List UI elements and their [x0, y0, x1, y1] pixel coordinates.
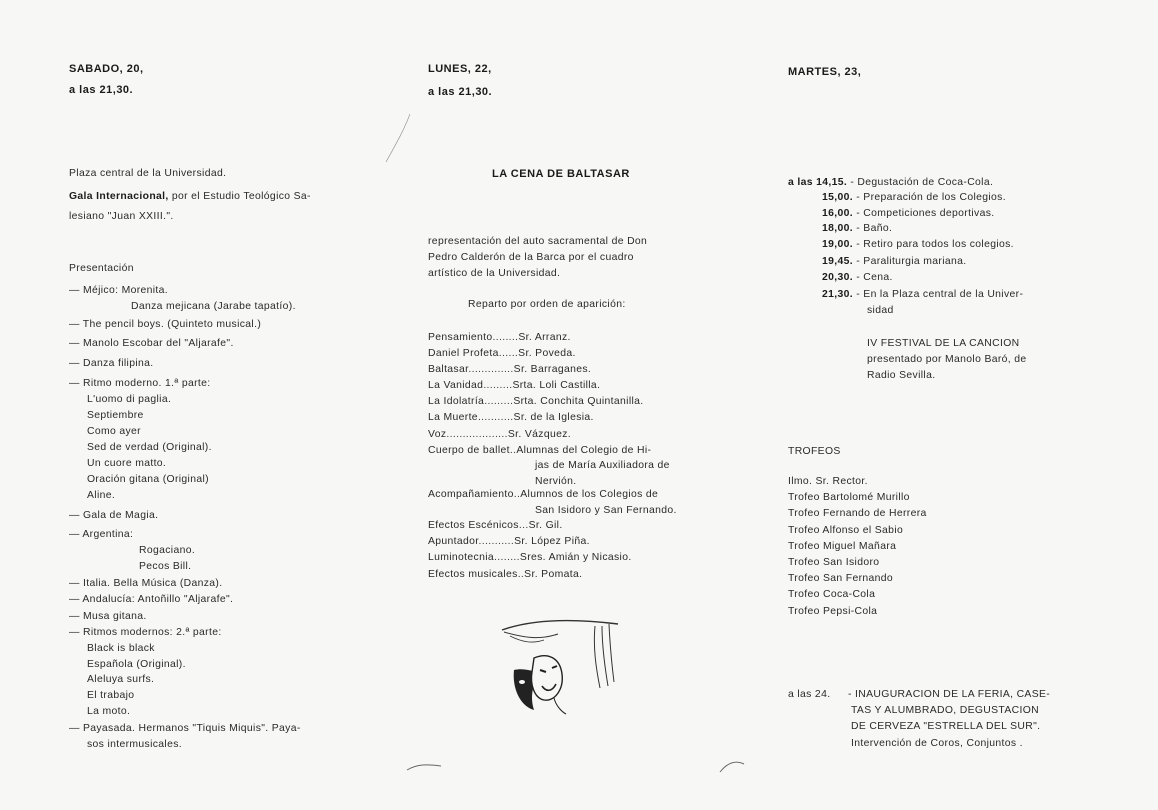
- schedule-text: - En la Plaza central de la Univer-: [853, 289, 1024, 300]
- cast-row: [428, 331, 571, 345]
- cast-dots: .........: [484, 396, 514, 407]
- play-description-line: artístico de la Universidad.: [428, 268, 561, 279]
- cast-role: Luminotecnia: [428, 552, 495, 563]
- program-item: El trabajo: [87, 690, 135, 701]
- program-item: — Italia. Bella Música (Danza).: [69, 578, 223, 589]
- cast-row: [428, 347, 576, 361]
- schedule-row: [822, 271, 893, 285]
- festival-line: IV FESTIVAL DE LA CANCION: [867, 338, 1020, 349]
- cast-dots: ..: [513, 489, 521, 500]
- schedule-text: sidad: [867, 305, 894, 316]
- cast-dots: ..: [509, 445, 517, 456]
- program-item: Septiembre: [87, 410, 144, 421]
- cast-role: Baltasar: [428, 364, 469, 375]
- cast-actor: San Isidoro y San Fernando.: [535, 505, 677, 516]
- cast-dots: ..............: [468, 364, 514, 375]
- schedule-time: a las 14,15.: [788, 177, 848, 188]
- program-item: Danza mejicana (Jarabe tapatío).: [131, 301, 296, 312]
- program-item: — Ritmo moderno. 1.ª parte:: [69, 378, 211, 389]
- trophy-item: Trofeo Fernando de Herrera: [788, 508, 927, 520]
- gala-title: Gala Internacional,: [69, 191, 169, 202]
- schedule-text: - Baño.: [853, 223, 893, 234]
- cast-dots: ..: [517, 569, 525, 580]
- cast-row: [428, 488, 658, 502]
- cast-dots: ........: [492, 332, 519, 343]
- smudge-mark: [405, 758, 445, 776]
- gala-line-2: lesiano "Juan XXIII.".: [69, 211, 174, 222]
- cast-actor: Nervión.: [535, 476, 577, 487]
- cast-row: [535, 504, 677, 518]
- schedule-row: [822, 255, 967, 269]
- trophies-heading: TROFEOS: [788, 446, 841, 457]
- program-item: Oración gitana (Original): [87, 474, 209, 485]
- final-line: DE CERVEZA "ESTRELLA DEL SUR".: [851, 721, 1041, 732]
- schedule-time: 16,00.: [822, 208, 853, 219]
- schedule-row: [822, 238, 1014, 252]
- program-item: — Ritmos modernos: 2.ª parte:: [69, 627, 222, 638]
- monday-time: a las 21,30.: [428, 86, 493, 98]
- program-item: — The pencil boys. (Quinteto musical.): [69, 319, 262, 330]
- cast-heading: Reparto por orden de aparición:: [468, 299, 626, 310]
- program-item: — Gala de Magia.: [69, 510, 159, 521]
- saturday-date: SABADO, 20,: [69, 63, 144, 75]
- cast-role: Cuerpo de ballet: [428, 445, 510, 456]
- smudge-mark: [380, 110, 420, 170]
- cast-actor: Sr. López Piña.: [514, 536, 590, 547]
- final-line: Intervención de Coros, Conjuntos .: [851, 738, 1023, 749]
- cast-row: [428, 379, 600, 393]
- monday-date: LUNES, 22,: [428, 63, 492, 75]
- tuesday-date: MARTES, 23,: [788, 66, 862, 78]
- program-item: Aline.: [87, 490, 116, 501]
- schedule-time: 20,30.: [822, 272, 853, 283]
- cast-row: [428, 411, 594, 425]
- cast-actor: Sr. Vázquez.: [507, 429, 572, 440]
- cast-role: Daniel Profeta: [428, 348, 499, 359]
- schedule-time: 21,30.: [822, 289, 853, 300]
- cast-dots: ........: [494, 552, 520, 563]
- program-item: Sed de verdad (Original).: [87, 442, 212, 453]
- schedule-text: - Paraliturgia mariana.: [853, 256, 967, 267]
- program-item: Rogaciano.: [139, 545, 196, 556]
- cast-row: [428, 568, 582, 582]
- cast-dots: .........: [483, 380, 513, 391]
- schedule-time: 19,45.: [822, 256, 853, 267]
- cast-role: Acompañamiento: [428, 489, 514, 500]
- trophy-item: Trofeo Miguel Mañara: [788, 540, 897, 552]
- schedule-time: 15,00.: [822, 192, 853, 203]
- cast-actor: Sr. Poveda.: [518, 348, 576, 359]
- trophy-item: Trofeo Alfonso el Sabio: [788, 524, 904, 536]
- program-item: Black is black: [87, 643, 155, 654]
- program-item: — Argentina:: [69, 529, 134, 540]
- cast-row: [428, 363, 591, 377]
- trophy-item: Trofeo Pepsi-Cola: [788, 605, 878, 617]
- cast-actor: Sr. Arranz.: [518, 332, 571, 343]
- cast-row: [428, 535, 590, 549]
- program-item: sos intermusicales.: [87, 739, 183, 750]
- program-item: Aleluya surfs.: [87, 674, 155, 685]
- schedule-time: 19,00.: [822, 239, 853, 250]
- program-item: — Musa gitana.: [69, 611, 147, 622]
- cast-actor: Srta. Loli Castilla.: [512, 380, 601, 391]
- cast-role: La Idolatría: [428, 396, 485, 407]
- program-item: — Méjico: Morenita.: [69, 285, 169, 296]
- schedule-text: - Competiciones deportivas.: [853, 208, 995, 219]
- cast-row: [535, 475, 577, 489]
- cast-actor: Sr. Barraganes.: [513, 364, 592, 375]
- gala-line: [69, 190, 311, 204]
- cast-row: [428, 428, 571, 442]
- program-item: Un cuore matto.: [87, 458, 167, 469]
- program-item: L'uomo di paglia.: [87, 394, 172, 405]
- cast-row: [428, 444, 651, 458]
- program-item: — Danza filipina.: [69, 358, 154, 369]
- smudge-mark: [718, 756, 748, 776]
- trophy-item: Ilmo. Sr. Rector.: [788, 476, 868, 487]
- cast-actor: Sr. de la Iglesia.: [513, 412, 594, 423]
- presentation-heading: Presentación: [69, 263, 134, 274]
- cast-role: Pensamiento: [428, 332, 493, 343]
- trophy-item: Trofeo Bartolomé Murillo: [788, 492, 910, 504]
- schedule-text: - Degustación de Coca-Cola.: [847, 177, 994, 188]
- final-line: TAS Y ALUMBRADO, DEGUSTACION: [851, 705, 1040, 716]
- cast-row: [428, 519, 563, 533]
- schedule-text: - Cena.: [853, 272, 893, 283]
- cast-row: [535, 459, 670, 473]
- festival-line: Radio Sevilla.: [867, 370, 936, 381]
- cast-dots: ...: [518, 520, 529, 531]
- cast-dots: ...........: [477, 412, 514, 423]
- trophy-item: Trofeo San Isidoro: [788, 557, 880, 568]
- cast-dots: ...........: [478, 536, 515, 547]
- schedule-row: [867, 304, 894, 318]
- cast-actor: Sr. Pomata.: [524, 569, 583, 580]
- cast-actor: Sres. Amián y Nicasio.: [519, 552, 632, 563]
- saturday-time: a las 21,30.: [69, 84, 134, 96]
- cast-actor: Alumnos de los Colegios de: [520, 489, 659, 500]
- festival-line: presentado por Manolo Baró, de: [867, 354, 1027, 365]
- schedule-row: [822, 191, 1006, 205]
- cast-actor: Sr. Gil.: [528, 520, 563, 531]
- cast-role: Voz: [428, 429, 447, 440]
- trophy-item: Trofeo Coca-Cola: [788, 589, 876, 601]
- schedule-time: 18,00.: [822, 223, 853, 234]
- play-title: LA CENA DE BALTASAR: [492, 168, 630, 180]
- cast-row: [428, 551, 632, 565]
- cast-role: Efectos Escénicos: [428, 520, 519, 531]
- cast-actor: Alumnas del Colegio de Hi-: [516, 445, 652, 456]
- trophy-item: Trofeo San Fernando: [788, 573, 894, 585]
- play-description-line: representación del auto sacramental de Don: [428, 236, 648, 247]
- schedule-text: - Retiro para todos los colegios.: [853, 239, 1014, 250]
- cast-row: [428, 395, 644, 409]
- saturday-place: Plaza central de la Universidad.: [69, 168, 227, 179]
- cast-dots: ......: [498, 348, 519, 359]
- program-item: — Manolo Escobar del "Aljarafe".: [69, 338, 234, 349]
- schedule-row: [822, 222, 892, 236]
- schedule-text: - Preparación de los Colegios.: [853, 192, 1006, 203]
- cast-actor: Srta. Conchita Quintanilla.: [513, 396, 644, 407]
- theatre-masks-icon: [500, 618, 620, 716]
- program-item: Pecos Bill.: [139, 561, 192, 572]
- program-item: — Payasada. Hermanos "Tiquis Miquis". Paya-: [69, 723, 301, 734]
- cast-dots: ...................: [446, 429, 508, 440]
- final-line: - INAUGURACION DE LA FERIA, CASE-: [848, 689, 1051, 700]
- program-item: Como ayer: [87, 426, 141, 437]
- cast-role: La Muerte: [428, 412, 478, 423]
- cast-role: La Vanidad: [428, 380, 484, 391]
- gala-text: por el Estudio Teológico Sa-: [168, 191, 311, 202]
- final-time: a las 24.: [788, 689, 831, 700]
- program-item: Española (Original).: [87, 659, 186, 670]
- cast-role: Efectos musicales: [428, 569, 518, 580]
- program-item: La moto.: [87, 706, 131, 717]
- cast-role: Apuntador: [428, 536, 479, 547]
- program-item: — Andalucía: Antoñillo "Aljarafe".: [69, 594, 234, 605]
- cast-actor: jas de María Auxiliadora de: [535, 460, 670, 471]
- schedule-row: [822, 207, 994, 221]
- schedule-row: [822, 288, 1023, 302]
- schedule-row: [788, 176, 993, 190]
- play-description-line: Pedro Calderón de la Barca por el cuadro: [428, 252, 634, 263]
